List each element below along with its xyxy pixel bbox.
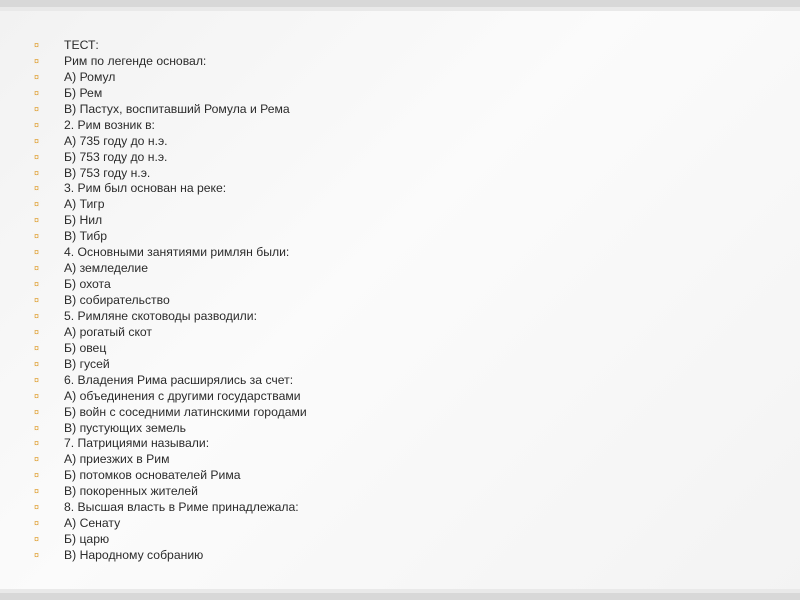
bullet-icon: ¤ <box>34 438 40 449</box>
list-item-text: 3. Рим был основан на реке: <box>64 181 227 196</box>
list-item-text: В) Тибр <box>64 229 108 244</box>
list-item <box>34 500 307 516</box>
bullet-icon: ¤ <box>34 374 40 385</box>
list-item <box>34 484 307 500</box>
list-item-text: В) пустующих земель <box>64 420 186 435</box>
list-item-text: Рим по легенде основал: <box>64 53 207 68</box>
list-item <box>34 70 307 86</box>
bullet-icon: ¤ <box>34 103 40 114</box>
list-item <box>34 309 307 325</box>
list-item-text: 2. Рим возник в: <box>64 117 155 132</box>
list-item <box>34 405 307 421</box>
bullet-icon: ¤ <box>34 454 40 465</box>
list-item-text: 8. Высшая власть в Риме принадлежала: <box>64 500 299 515</box>
list-item-text: Б) 753 году до н.э. <box>64 149 168 164</box>
top-stripe <box>0 0 800 7</box>
list-item-text: Б) Рем <box>64 85 103 100</box>
bullet-icon: ¤ <box>34 135 40 146</box>
bullet-icon: ¤ <box>34 151 40 162</box>
bullet-icon: ¤ <box>34 342 40 353</box>
list-item <box>34 261 307 277</box>
list-item <box>34 277 307 293</box>
bullet-icon: ¤ <box>34 310 40 321</box>
list-item <box>34 421 307 437</box>
list-item <box>34 54 307 70</box>
list-item <box>34 373 307 389</box>
list-item-text: А) приезжих в Рим <box>64 452 170 467</box>
bullet-icon: ¤ <box>34 326 40 337</box>
list-item-text: Б) Нил <box>64 213 103 228</box>
bullet-icon: ¤ <box>34 358 40 369</box>
bullet-icon: ¤ <box>34 406 40 417</box>
list-item-text: 7. Патрициями называли: <box>64 436 210 451</box>
list-item <box>34 102 307 118</box>
bullet-icon: ¤ <box>34 390 40 401</box>
list-item-text: 6. Владения Рима расширялись за счет: <box>64 372 294 387</box>
list-item-text: В) Народному собранию <box>64 548 204 562</box>
bullet-icon: ¤ <box>34 55 40 66</box>
list-item <box>34 516 307 532</box>
list-item-text: В) собирательство <box>64 293 170 307</box>
list-item <box>34 468 307 484</box>
list-item-text: В) 753 году н.э. <box>64 165 151 180</box>
bottom-stripe <box>0 593 800 600</box>
list-item <box>34 86 307 102</box>
list-item <box>34 229 307 245</box>
list-item <box>34 134 307 150</box>
bullet-icon: ¤ <box>34 279 40 290</box>
list-item-text: ТЕСТ: <box>64 38 99 52</box>
list-item <box>34 166 307 182</box>
list-item <box>34 181 307 197</box>
list-item-text: 5. Римляне скотоводы разводили: <box>64 308 257 323</box>
list-item-text: Б) потомков основателей Рима <box>64 468 241 483</box>
bullet-icon: ¤ <box>34 295 40 305</box>
list-item-text: А) Сенату <box>64 516 121 531</box>
list-item-text: Б) охота <box>64 277 111 292</box>
bullet-icon: ¤ <box>34 119 40 130</box>
bullet-icon: ¤ <box>34 199 40 210</box>
bullet-icon: ¤ <box>34 40 40 50</box>
list-item-text: Б) царю <box>64 532 110 547</box>
bullet-icon: ¤ <box>34 167 40 178</box>
list-item-text: Б) войн с соседними латинскими городами <box>64 404 307 419</box>
list-item <box>34 38 307 54</box>
list-item <box>34 548 307 564</box>
list-item <box>34 197 307 213</box>
list-item-text: А) Тигр <box>64 197 105 212</box>
list-item <box>34 532 307 548</box>
bullet-icon: ¤ <box>34 247 40 258</box>
bullet-icon: ¤ <box>34 215 40 226</box>
bullet-icon: ¤ <box>34 518 40 529</box>
list-item <box>34 389 307 405</box>
list-item <box>34 325 307 341</box>
bullet-icon: ¤ <box>34 502 40 513</box>
list-item <box>34 357 307 373</box>
list-item <box>34 150 307 166</box>
list-item <box>34 436 307 452</box>
list-item-text: В) покоренных жителей <box>64 484 198 499</box>
bullet-icon: ¤ <box>34 422 40 433</box>
bullet-icon: ¤ <box>34 87 40 98</box>
list-item-text: А) 735 году до н.э. <box>64 133 168 148</box>
list-item-text: А) земледелие <box>64 261 148 276</box>
list-item-text: А) Ромул <box>64 69 116 84</box>
list-item-text: В) гусей <box>64 356 110 371</box>
list-item-text: А) рогатый скот <box>64 324 153 339</box>
list-item <box>34 118 307 134</box>
list-item-text: Б) овец <box>64 340 107 355</box>
list-item <box>34 213 307 229</box>
list-item-text: А) объединения с другими государствами <box>64 388 301 403</box>
bullet-icon: ¤ <box>34 550 40 560</box>
bullet-icon: ¤ <box>34 263 40 274</box>
list-item <box>34 341 307 357</box>
bullet-icon: ¤ <box>34 486 40 497</box>
list-item <box>34 452 307 468</box>
bullet-icon: ¤ <box>34 71 40 82</box>
list-item-text: 4. Основными занятиями римлян были: <box>64 245 290 260</box>
list-item <box>34 245 307 261</box>
bullet-icon: ¤ <box>34 183 40 194</box>
list-item <box>34 293 307 309</box>
bullet-icon: ¤ <box>34 231 40 242</box>
list-item-text: В) Пастух, воспитавший Ромула и Рема <box>64 101 290 116</box>
bullet-icon: ¤ <box>34 534 40 545</box>
bullet-icon: ¤ <box>34 470 40 481</box>
top-stripe-inner <box>0 7 800 11</box>
test-question-list <box>34 38 307 564</box>
